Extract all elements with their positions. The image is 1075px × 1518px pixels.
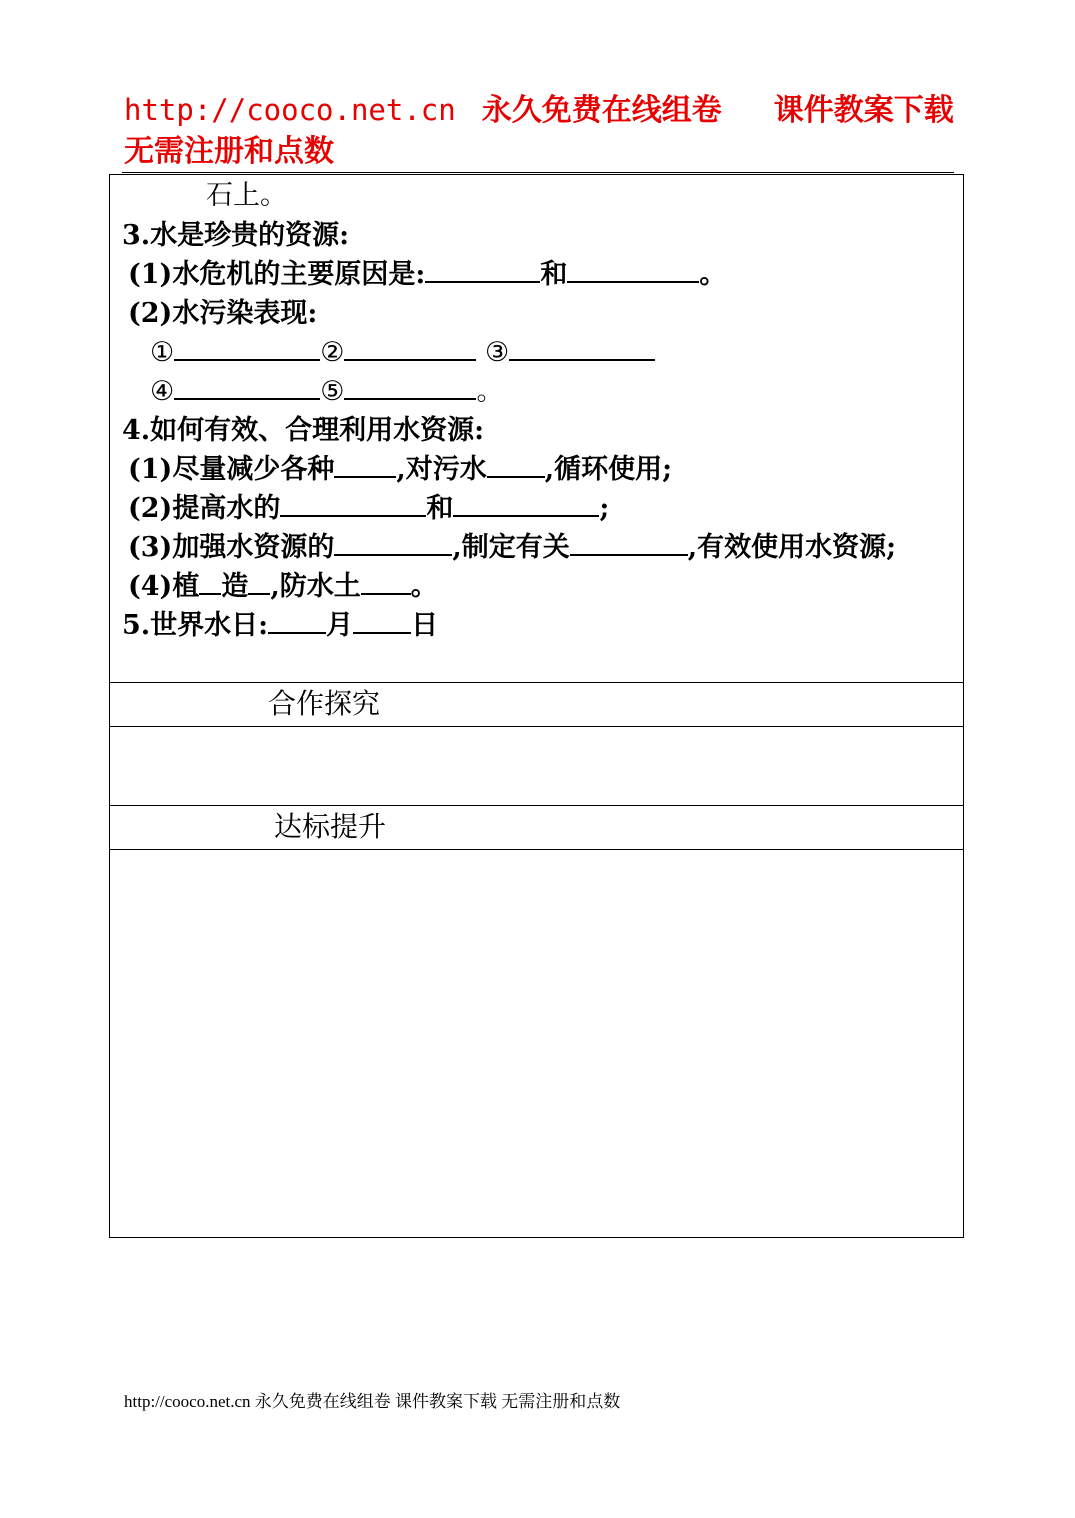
question-4-1: (1)尽量减少各种 ,对污水 ,循环使用; [128,454,673,485]
header-line-1 [124,90,954,131]
blank-field[interactable] [344,376,476,400]
blank-field[interactable] [199,571,221,595]
section-header-cooperate [110,682,963,726]
header-divider [122,172,954,173]
header-tagline-1: 永久免费在线组卷 [481,93,722,128]
question-5: 5.世界水日: 月 日 [122,610,439,641]
cooperate-answer-area[interactable] [110,726,963,805]
pollution-items-row-1: ① ② ③ [150,336,655,370]
blank-field[interactable] [425,259,540,283]
section-title-improve: 达标提升 [274,810,387,843]
blank-field[interactable] [567,259,699,283]
improve-answer-area[interactable] [110,849,963,1237]
blank-field[interactable] [353,610,411,634]
blank-field[interactable] [487,454,545,478]
blank-field[interactable] [174,337,320,361]
question-4-2: (2)提高水的 和 ; [128,493,610,524]
section-header-improve [110,805,963,849]
worksheet-table [109,174,964,1238]
blank-field[interactable] [174,376,320,400]
blank-field[interactable] [248,571,270,595]
header-tagline-2: 课件教案下载 [773,93,954,128]
blank-field[interactable] [334,454,396,478]
question-3-title: 3.水是珍贵的资源: [122,220,350,251]
header-banner [124,90,954,172]
section-title-cooperate: 合作探究 [268,687,381,720]
question-4-4: (4)植 造 ,防水土 。 [128,571,438,602]
blank-field[interactable] [453,493,599,517]
question-4-title: 4.如何有效、合理利用水资源: [122,415,485,446]
continued-text: 石上。 [206,180,287,211]
header-url-link[interactable]: http://cooco.net.cn [124,93,456,127]
blank-field[interactable] [344,337,476,361]
blank-field[interactable] [280,493,426,517]
blank-field[interactable] [570,532,688,556]
blank-field[interactable] [509,337,655,361]
footer-text: http://cooco.net.cn 永久免费在线组卷 课件教案下载 无需注册和点数 [124,1392,621,1411]
blank-field[interactable] [361,571,411,595]
header-line-2: 无需注册和点数 [124,134,334,169]
question-4-3: (3)加强水资源的 ,制定有关 ,有效使用水资源; [128,532,897,563]
question-3-1: (1)水危机的主要原因是: 和 。 [128,259,727,290]
blank-field[interactable] [268,610,326,634]
pollution-items-row-2: ④ ⑤ 。 [150,376,504,407]
blank-field[interactable] [334,532,452,556]
question-3-2: (2)水污染表现: [128,298,318,329]
